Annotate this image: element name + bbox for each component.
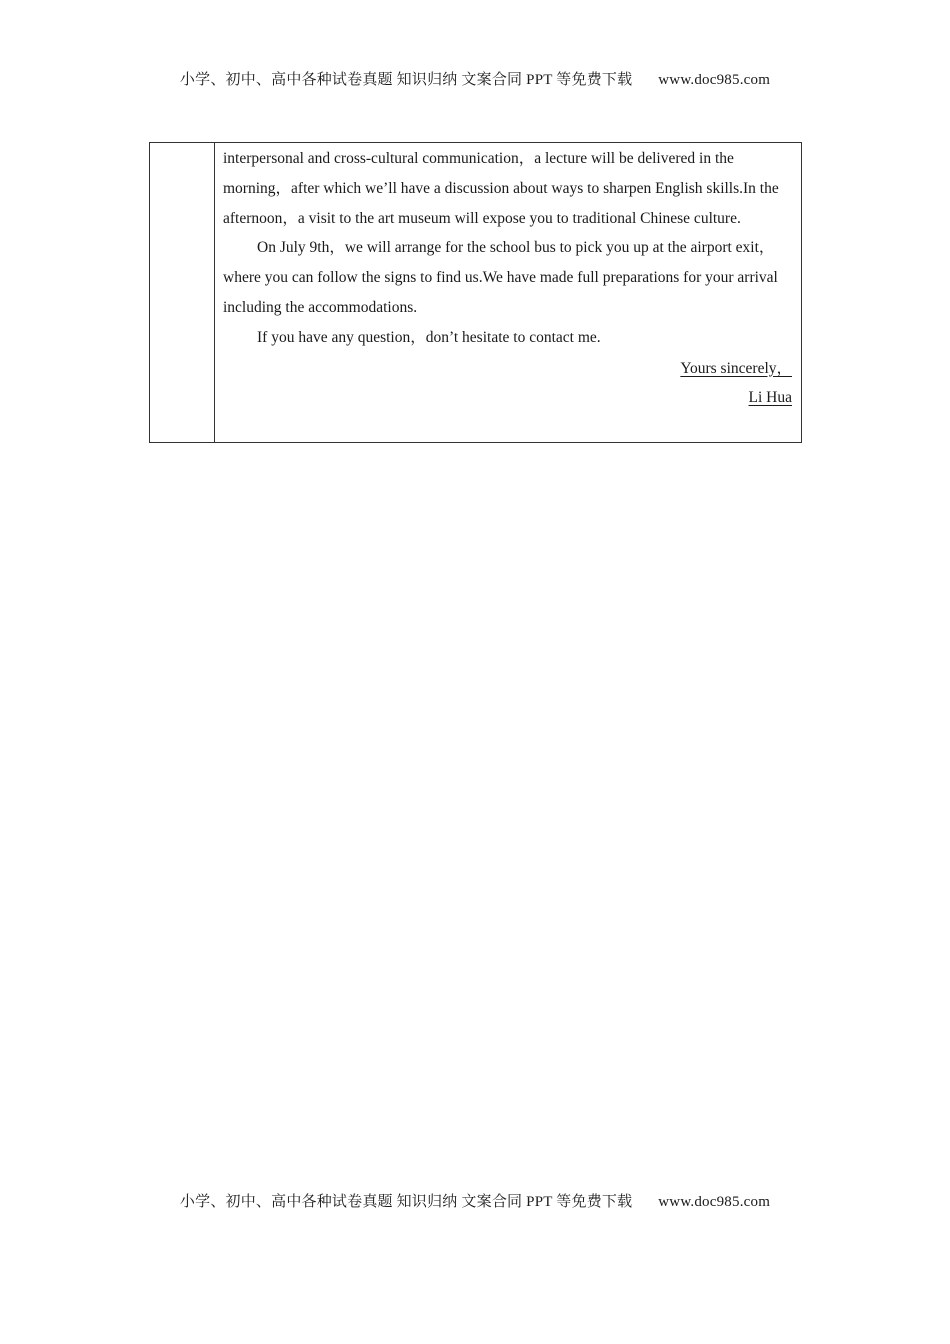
- header-url[interactable]: www.doc985.com: [658, 72, 771, 88]
- table-left-cell: [150, 143, 215, 442]
- letter-paragraph-2: On July 9th，we will arrange for the school bus to pick you up at the airport exit，where you can follow the signs to find us.We have made full preparations for your arrival including the accommodations.: [223, 239, 778, 316]
- letter-paragraph-3: If you have any question，don’t hesitate to contact me.: [257, 328, 601, 346]
- letter-closing: Yours sincerely，: [680, 359, 792, 377]
- letter-table: [149, 142, 802, 443]
- page-header: [0, 68, 950, 89]
- header-text: 小学、初中、高中各种试卷真题 知识归纳 文案合同 PPT 等免费下载: [179, 72, 633, 88]
- footer-text: 小学、初中、高中各种试卷真题 知识归纳 文案合同 PPT 等免费下载: [179, 1194, 633, 1210]
- footer-url[interactable]: www.doc985.com: [658, 1194, 771, 1210]
- page-footer: [0, 1190, 950, 1211]
- letter-paragraph-1: interpersonal and cross-cultural communication，a lecture will be delivered in the morning，after which we’ll have a discussion about ways to sharpen English skills.In the afternoon，a visit to the art museum will expose you to traditional Chinese culture.: [223, 150, 779, 227]
- letter-body: [215, 143, 801, 442]
- letter-signature: Li Hua: [748, 389, 792, 407]
